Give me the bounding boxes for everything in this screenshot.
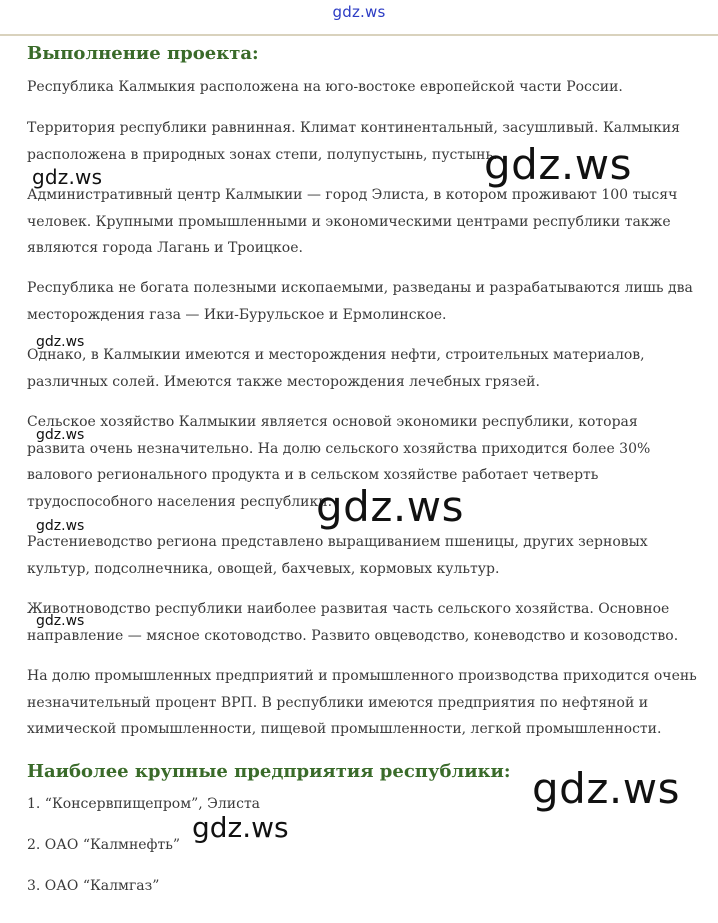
enterprise-list-item: 3. ОАО “Калмгаз” (27, 878, 160, 894)
paragraph-agriculture: Сельское хозяйство Калмыкии является основой экономики республики, которая развита очень незначительно. На долю сельского хозяйства приходится более 30% валового регионального продукта и в сельском хозяйстве работает четверть трудоспособного населения республики. (27, 414, 651, 510)
watermark: gdz.ws (36, 334, 85, 350)
watermark: gdz.ws (36, 613, 85, 629)
paragraph-capital: Административный центр Калмыкии — город Элиста, в котором проживают 100 тысяч человек. Крупными промышленными и экономическими центрами республики также являются города Лагань и Троицкое. (27, 187, 678, 256)
watermark: gdz.ws (32, 165, 103, 189)
site-header (0, 0, 718, 36)
watermark: gdz.ws (532, 764, 680, 813)
watermark: gdz.ws (192, 811, 289, 844)
enterprise-list-item: 1. “Консервпищепром”, Элиста (27, 796, 261, 812)
paragraph-territory: Территория республики равнинная. Климат континентальный, засушливый. Калмыкия расположена в природных зонах степи, полупустынь, пустынь. (27, 120, 680, 163)
watermark: gdz.ws (316, 482, 464, 531)
paragraph-crop-farming: Растениеводство региона представлено выращиванием пшеницы, других зерновых культур, подсолнечника, овощей, бахчевых, кормовых культур. (27, 534, 648, 577)
watermark: gdz.ws (36, 518, 85, 534)
paragraph-location: Республика Калмыкия расположена на юго-востоке европейской части России. (27, 79, 623, 95)
enterprise-list-item: 2. ОАО “Калмнефть” (27, 837, 181, 853)
paragraph-industry: На долю промышленных предприятий и промышленного производства приходится очень незначительный процент ВРП. В республики имеются предприятия по нефтяной и химической промышленности, пищевой промышленности, легкой промышленности. (27, 668, 697, 737)
watermark: gdz.ws (484, 140, 632, 189)
paragraph-livestock: Животноводство республики наиболее развитая часть сельского хозяйства. Основное направление — мясное скотоводство. Развито овцеводство, коневодство и козоводство. (27, 601, 679, 644)
section-title-project: Выполнение проекта: (27, 43, 259, 64)
watermark: gdz.ws (36, 427, 85, 443)
site-logo-link[interactable]: gdz.ws (332, 3, 386, 21)
section-title-enterprises: Наиболее крупные предприятия республики: (27, 761, 511, 782)
paragraph-minerals-gas: Республика не богата полезными ископаемыми, разведаны и разрабатываются лишь два месторождения газа — Ики-Бурульское и Ермолинское. (27, 280, 693, 323)
paragraph-minerals-oil: Однако, в Калмыкии имеются и месторождения нефти, строительных материалов, различных солей. Имеются также месторождения лечебных грязей. (27, 347, 645, 390)
